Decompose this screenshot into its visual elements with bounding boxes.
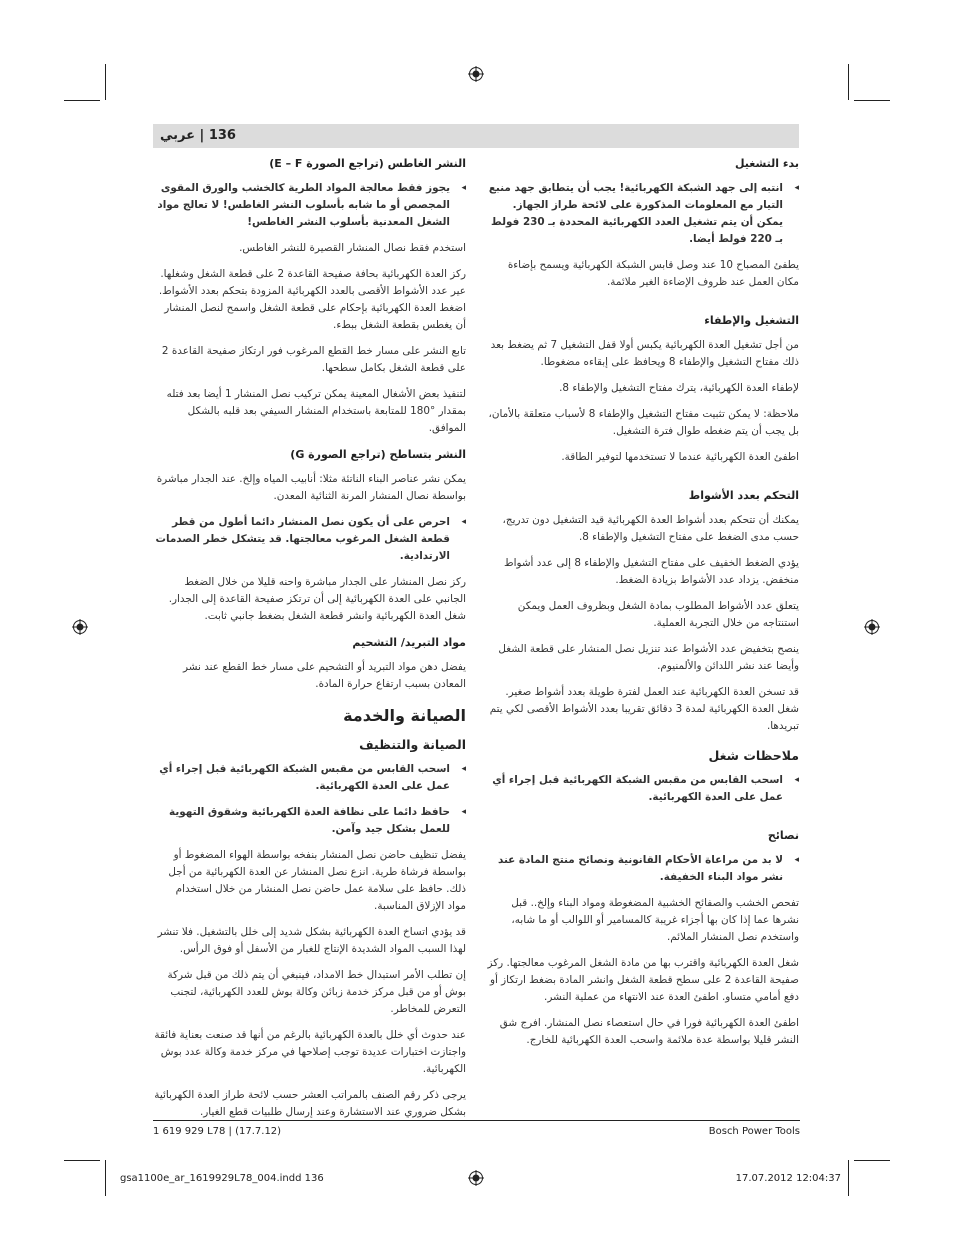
section-title: التشغيل والإطفاء bbox=[704, 314, 799, 327]
doc-code: 1 619 929 L78 | (17.7.12) bbox=[153, 1126, 282, 1137]
section-title: ملاحظات شغل bbox=[708, 748, 799, 763]
brand-name: Bosch Power Tools bbox=[708, 1126, 800, 1137]
warning-bullet: ◂ اسحب القابس من مقبس الشبكة الكهربائية قبل إجراء أي عمل على العدة الكهربائية. bbox=[487, 772, 799, 806]
registration-mark-icon bbox=[864, 619, 880, 635]
paragraph: لتنفيذ بعض الأشغال المعينة يمكن تركيب نصل المنشار 1 أيضا بعد فتله بمقدار °180 للمتابعة باستخدام المنشار السيفي بعد قلبه بالشكل الموافق. bbox=[166, 388, 466, 434]
warning-bullet: ◂ يجوز فقط معالجة المواد الطرية كالخشب والورق المقوى المجصص أو ما شابه بأسلوب النشر الغاطس! لا تعالج مواد الشغل المعدنية بأسلوب النشر الغاطس! bbox=[154, 180, 466, 231]
section-title: النشر بتساطح (تراجع الصورة G) bbox=[290, 448, 466, 461]
page-header-bar bbox=[153, 124, 799, 148]
warning-bullet: ◂ احرص على أن يكون نصل المنشار دائما أطول من قطر قطعة الشغل المرغوب معالجتها. قد يتشكل خطر الصدمات الارتدادية. bbox=[154, 514, 466, 565]
paragraph: لإطفاء العدة الكهربائية، يترك مفتاح التشغيل والإطفاء 8. bbox=[559, 382, 799, 394]
warning-bullet: ◂ حافظ دائما على نظافة العدة الكهربائية وشقوق التهوية للعمل بشكل جيد وآمن. bbox=[154, 804, 466, 838]
paragraph: يفضل تنظيف حاضن نصل المنشار بنفخه بواسطة الهواء المضغوط أو بواسطة فرشاة طرية. انزع نصل المنشار عن العدة الكهربائية من أجل ذلك. حافظ على سلامة عمل حاضن نصل المنشار من خلال استخدام مواد الإزلاق المناسبة. bbox=[168, 849, 466, 912]
paragraph: استخدم فقط نصال المنشار القصيرة للنشر الغاطس. bbox=[239, 242, 466, 254]
crop-mark bbox=[105, 64, 106, 100]
paragraph: تابع النشر على مسار خط القطع المرغوب فور ارتكاز صفيحة القاعدة 2 على قطعة الشغل بكامل سطحها. bbox=[161, 345, 466, 374]
paragraph: إن تطلب الأمر استبدال خط الامداد، فينبغي أن يتم ذلك من قبل شركة بوش أو من قبل مركز خدمة زبائن وكالة بوش للعدد الكهربائية، لتجنب التعرض للمخاطر. bbox=[167, 969, 466, 1015]
warning-bullet: ◂ لا بد من مراعاة الأحكام القانونية ونصائح منتج المادة عند نشر مواد البناء الخفيفة. bbox=[487, 852, 799, 886]
left-column bbox=[154, 155, 466, 1130]
paragraph: من أجل تشغيل العدة الكهربائية يكبس أولا قفل التشغيل 7 ثم يضغط بعد ذلك مفتاح التشغيل والإطفاء 8 ويحافظ على إبقاءه مضغوطا. bbox=[490, 339, 799, 368]
crop-mark bbox=[848, 64, 849, 100]
paragraph: قد يؤدي اتساخ العدة الكهربائية بشكل شديد إلى خلل بالتشغيل. فلا تنشر لهذا السبب المواد الشديدة الإنتاج للغبار من الأسفل أو فوق الرأس. bbox=[157, 926, 466, 955]
paragraph: ركز نصل المنشار على الجدار مباشرة واحنه قليلا من خلال الضغط الجانبي على العدة الكهربائية إلى أن ترتكز صفيحة القاعدة إلى الجدار. شغل العدة الكهربائية وانشر قطعة الشغل بضغط جانبي ثابت. bbox=[168, 576, 466, 622]
crop-mark bbox=[854, 100, 890, 101]
crop-mark bbox=[848, 1160, 849, 1196]
section-title: الصيانة والتنظيف bbox=[359, 737, 466, 752]
section-title: مواد التبريد/ التشحيم bbox=[352, 636, 466, 649]
crop-mark bbox=[105, 1160, 106, 1196]
slug-filename: gsa1100e_ar_1619929L78_004.indd 136 bbox=[120, 1173, 324, 1184]
section-title: نصائح bbox=[767, 829, 799, 842]
paragraph: يمكنك أن تتحكم بعدد أشواط العدة الكهربائية قيد التشغيل دون تدريج، حسب مدى الضغط على مفتاح التشغيل والإطفاء 8. bbox=[502, 514, 799, 543]
paragraph: ينصح بتخفيض عدد الأشواط عند تنزيل نصل المنشار على قطعة الشغل وأيضا عند نشر اللدائن والألمنيوم. bbox=[498, 643, 799, 672]
warning-bullet: ◂ اسحب القابس من مقبس الشبكة الكهربائية قبل إجراء أي عمل على العدة الكهربائية. bbox=[154, 761, 466, 795]
section-title: النشر الغاطس (تراجع الصورة E – F) bbox=[269, 157, 466, 170]
paragraph: شغل العدة الكهربائية واقترب بها من مادة الشغل المرغوب معالجتها. ركز صفيحة القاعدة 2 على سطح قطعة الشغل وانشر المادة بضغط ارتكاز أو دفع أمامي متساو. اطفئ العدة عند الانتهاء من عملية النشر. bbox=[487, 957, 799, 1003]
page-number: 136 | عربي bbox=[160, 128, 236, 143]
warning-bullet: ◂ انتبه إلى جهد الشبكة الكهربائية! يجب أن يتطابق جهد منبع التيار مع المعلومات المذكورة على لائحة طراز الجهاز. يمكن أن يتم تشغيل العدد الكهربائية المحددة بـ 230 فولط بـ 220 فولط أيضا. bbox=[487, 180, 799, 248]
paragraph: يرجى ذكر رقم الصنف بالمراتب العشر حسب لائحة طراز العدة الكهربائية بشكل ضروري عند الاستشارة وعند إرسال طلبيات قطع الغيار. bbox=[154, 1089, 466, 1118]
right-column bbox=[487, 155, 799, 1058]
crop-mark bbox=[854, 1160, 890, 1161]
slug-timestamp: 17.07.2012 12:04:37 bbox=[735, 1173, 841, 1184]
paragraph: يفضل دهن مواد التبريد أو التشحيم على مسار خط القطع عند نشر المعادن بسبب ارتفاع حرارة المادة. bbox=[183, 661, 466, 690]
paragraph: تفحص الخشب والصفائح الخشبية المضغوطة ومواد البناء وإلخ.. قبل نشرها عما إذا كان بها أجزاء غريبة كالمسامير أو اللوالب أو ما شابه، واستخدم نصل المنشار الملائم. bbox=[511, 897, 799, 943]
paragraph: ملاحظة: لا يمكن تثبيت مفتاح التشغيل والإطفاء 8 لأسباب متعلقة بالأمان، بل يجب أن يتم ضغطه طوال فترة التشغيل. bbox=[488, 408, 799, 437]
chapter-title: الصيانة والخدمة bbox=[343, 706, 466, 725]
paragraph: قد تسخن العدة الكهربائية عند العمل لفترة طويلة بعدد أشواط صغير. شغل العدة الكهربائية لمدة 3 دقائق تقريبا بعدد الأشواط الأقصى لكي يتم تبريدها. bbox=[489, 686, 799, 732]
section-title: التحكم بعدد الأشواط bbox=[688, 489, 799, 502]
registration-mark-icon bbox=[72, 619, 88, 635]
paragraph: اطفئ العدة الكهربائية فورا في حال استعصاء نصل المنشار. افرج شق النشر قليلا بواسطة عدة ملائمة واسحب العدة الكهربائية للخارج. bbox=[499, 1017, 799, 1046]
registration-mark-icon bbox=[468, 1170, 484, 1186]
crop-mark bbox=[64, 1160, 100, 1161]
crop-mark bbox=[64, 100, 100, 101]
paragraph: ركز العدة الكهربائية بحافة صفيحة القاعدة 2 على قطعة الشغل وشغلها. عير عدد الأشواط الأقصى بالعدد الكهربائية المزودة بتحكم بعدد الأشواط. اضغط العدة الكهربائية بإحكام على قطعة الشغل واسمح لنصل المنشار أن يغطس بقطعة الشغل ببطء. bbox=[158, 268, 466, 331]
paragraph: يتعلق عدد الأشواط المطلوب بمادة الشغل وبظروف العمل ويمكن استنتاجه من خلال التجربة العملية. bbox=[517, 600, 799, 629]
paragraph: يؤدي الضغط الخفيف على مفتاح التشغيل والإطفاء 8 إلى عدد أشواط منخفض. يزداد عدد الأشواط بزيادة الضغط. bbox=[503, 557, 799, 586]
paragraph: عند حدوث أي خلل بالعدة الكهربائية بالرغم من أنها قد صنعت بعناية فائقة واجتازت اختبارات عديدة توجب إصلاحها في مركز خدمة وكالة عدد بوش الكهربائية. bbox=[154, 1029, 466, 1075]
section-title: بدء التشغيل bbox=[734, 157, 799, 170]
footer-rule bbox=[153, 1120, 800, 1121]
paragraph: يمكن نشر عناصر البناء الناتئة مثلا: أنابيب المياه وإلخ. عند الجدار مباشرة بواسطة نصال المنشار المرنة الثنائية المعدن. bbox=[156, 473, 466, 502]
paragraph: يطفئ المصباح 10 عند وصل قابس الشبكة الكهربائية ويسمح بإضاءة مكان العمل عند ظروف الإضاءة الغير ملائمة. bbox=[507, 259, 799, 288]
registration-mark-icon bbox=[468, 66, 484, 82]
paragraph: اطفئ العدة الكهربائية عندما لا تستخدمها لتوفير الطاقة. bbox=[561, 451, 799, 463]
